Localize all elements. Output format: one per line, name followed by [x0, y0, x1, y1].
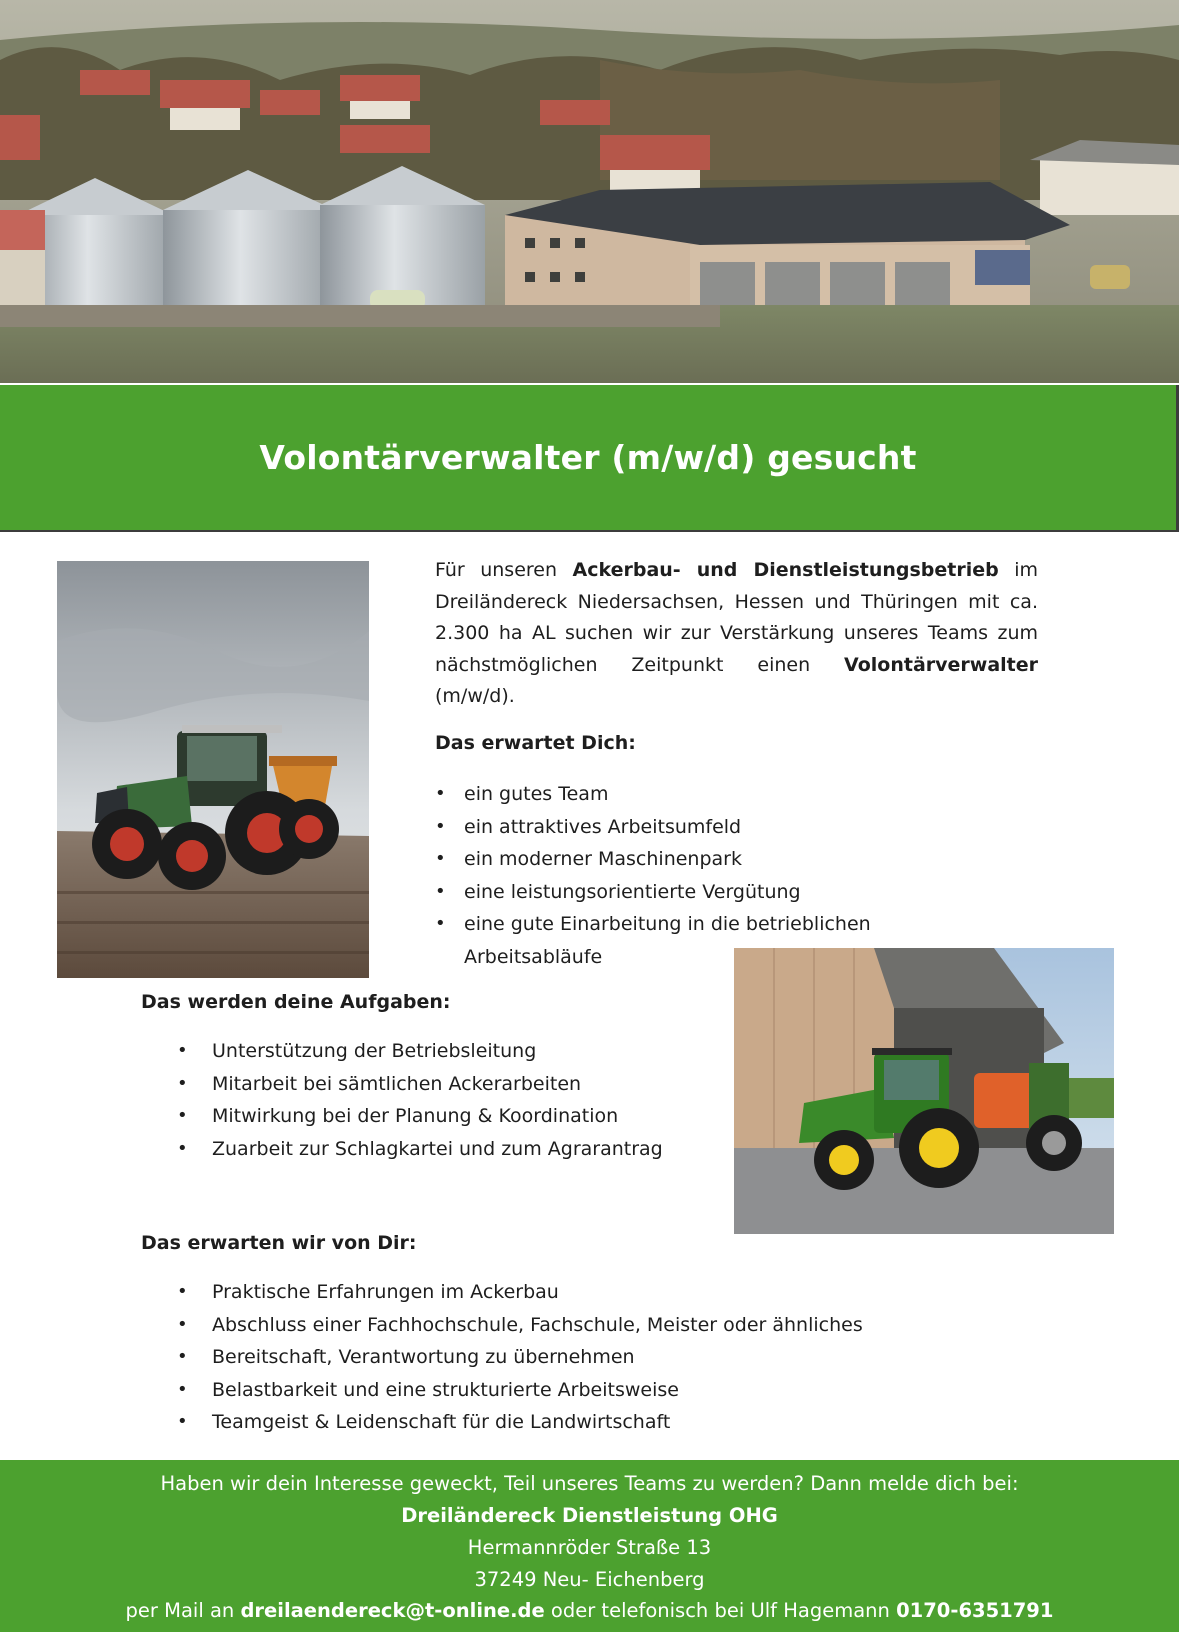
bullet-icon: • [177, 1281, 188, 1302]
bullet-icon: • [177, 1313, 188, 1335]
list-item-text: Praktische Erfahrungen im Ackerbau [212, 1281, 559, 1303]
list-item-text: eine leistungsorientierte Vergütung [464, 880, 801, 903]
page-title: Volontärverwalter (m/w/d) gesucht [259, 438, 917, 477]
tractor-field-photo [57, 561, 369, 978]
bullet-icon: • [435, 815, 446, 837]
intro-paragraph [435, 555, 1038, 713]
requirements-list [141, 1276, 1041, 1439]
list-item [141, 1276, 1041, 1309]
bullet-icon: • [177, 1346, 188, 1367]
list-item-text: Mitarbeit bei sämtlichen Ackerarbeiten [212, 1072, 582, 1095]
city-address: 37249 Neu- Eichenberg [474, 1568, 705, 1591]
bullet-icon: • [177, 1072, 188, 1094]
tasks-list [141, 1035, 741, 1165]
bullet-icon: • [177, 1040, 188, 1061]
list-item-text: Bereitschaft, Verantwortung zu übernehmen [212, 1346, 635, 1368]
intro-business-type: Ackerbau- und Dienstleistungsbetrieb [572, 559, 999, 581]
bullet-icon: • [177, 1411, 188, 1432]
intro-text: im Dreiländereck Niedersachsen, Hessen und Thüringen mit ca. 2.300 ha AL suchen wir zur Verstärkung unseres Teams zum nächstmöglichen Zeitpunkt einen [435, 559, 1038, 676]
list-item-text: Unterstützung der Betriebsleitung [212, 1040, 537, 1062]
contact-line [0, 1599, 1179, 1622]
list-item [141, 1374, 1041, 1407]
list-item-text: eine gute Einarbeitung in die betrieblichen Arbeitsabläufe [464, 913, 871, 968]
bullet-icon: • [177, 1105, 188, 1126]
contact-intro: Haben wir dein Interesse geweckt, Teil unseres Teams zu werden? Dann melde dich bei: [160, 1472, 1019, 1495]
list-item-text: Mitwirkung bei der Planung & Koordination [212, 1105, 619, 1127]
street-address: Hermannröder Straße 13 [467, 1536, 712, 1559]
list-item [141, 1068, 741, 1101]
intro-text: Für unseren [435, 559, 573, 581]
list-item [141, 1406, 1041, 1439]
bullet-icon: • [435, 783, 446, 804]
list-item-text: Teamgeist & Leidenschaft für die Landwirtschaft [212, 1411, 671, 1433]
contact-banner [0, 1460, 1179, 1632]
hero-photo-farm [0, 0, 1179, 383]
tractor-hall-photo [734, 948, 1114, 1234]
list-item [141, 1341, 1041, 1374]
list-item [141, 1133, 741, 1166]
list-item [141, 1035, 741, 1068]
list-item-text: Zuarbeit zur Schlagkartei und zum Agrarantrag [212, 1137, 663, 1160]
list-item [435, 843, 955, 876]
company-name: Dreiländereck Dienstleistung OHG [401, 1504, 778, 1527]
email-link[interactable]: dreilaendereck@t-online.de [240, 1599, 545, 1622]
bullet-icon: • [177, 1137, 188, 1159]
list-item [435, 811, 955, 844]
list-item-text: ein moderner Maschinenpark [464, 848, 742, 870]
list-item-text: ein gutes Team [464, 783, 609, 805]
list-item-text: Abschluss einer Fachhochschule, Fachschule, Meister oder ähnliches [212, 1313, 863, 1336]
tasks-heading: Das werden deine Aufgaben: [141, 991, 451, 1013]
title-banner [0, 385, 1179, 532]
list-item [435, 778, 955, 811]
list-item [141, 1309, 1041, 1342]
phone-prefix: oder telefonisch bei Ulf Hagemann [544, 1599, 897, 1622]
requirements-heading: Das erwarten wir von Dir: [141, 1232, 417, 1254]
list-item [435, 876, 955, 909]
bullet-icon: • [435, 848, 446, 869]
list-item-text: Belastbarkeit und eine strukturierte Arbeitsweise [212, 1378, 679, 1401]
bullet-icon: • [435, 880, 446, 902]
list-item-text: ein attraktives Arbeitsumfeld [464, 815, 742, 838]
offer-heading: Das erwartet Dich: [435, 732, 636, 754]
list-item [141, 1100, 741, 1133]
intro-text: (m/w/d). [435, 685, 515, 707]
bullet-icon: • [435, 913, 446, 934]
intro-position: Volontärverwalter [844, 653, 1038, 676]
mail-prefix: per Mail an [125, 1599, 241, 1622]
offer-list [435, 778, 955, 973]
bullet-icon: • [177, 1378, 188, 1400]
phone-number[interactable]: 0170-6351791 [896, 1599, 1054, 1622]
